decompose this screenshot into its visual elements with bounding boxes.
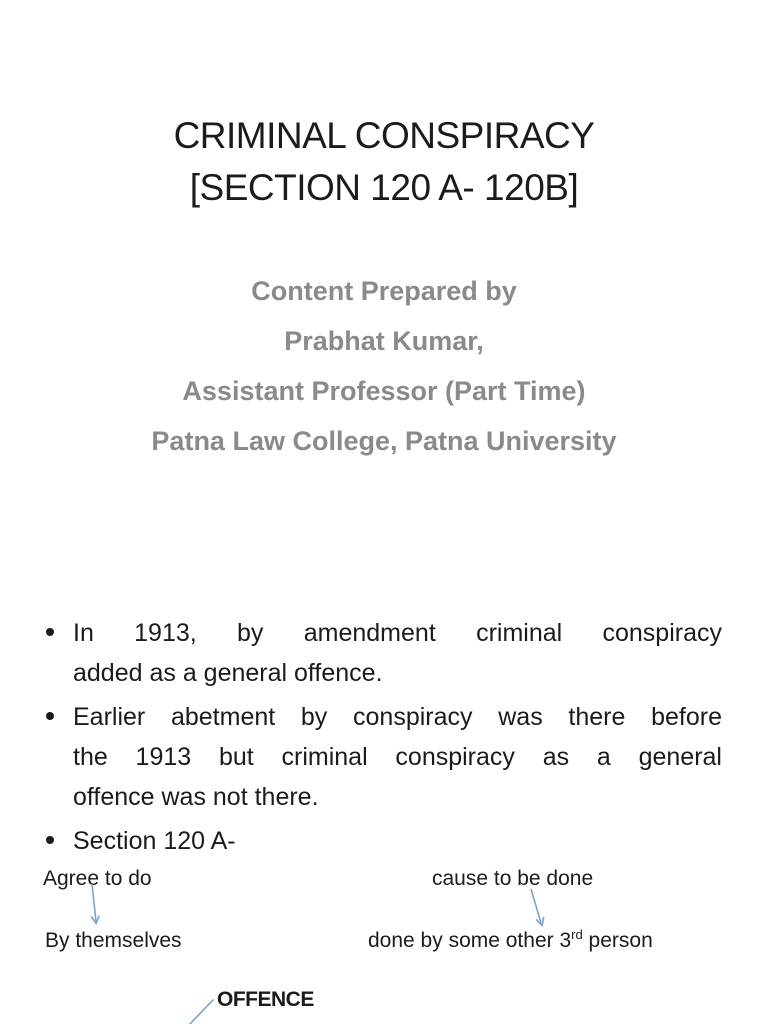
bullet-1-line-1: In 1913, by amendment criminal conspiracy	[73, 619, 722, 647]
subtitle-line-2: Prabhat Kumar,	[284, 326, 484, 356]
ordinal-superscript: rd	[571, 927, 583, 942]
bullet-1-line-2: added as a general offence.	[73, 659, 383, 687]
bullet-item-1	[73, 613, 722, 693]
down-arrow-icon	[531, 889, 544, 926]
bullet-3-line-1: Section 120 A-	[73, 827, 236, 855]
title-line-2: [SECTION 120 A- 120B]	[189, 167, 579, 208]
connector-line	[188, 1000, 214, 1024]
diagram-label-agree-to-do: Agree to do	[43, 867, 152, 890]
bullet-2-line-3: offence was not there.	[73, 783, 319, 811]
bullet-item-2	[73, 697, 722, 817]
subtitle-line-1: Content Prepared by	[251, 276, 517, 306]
bullet-2-line-1: Earlier abetment by conspiracy was there before	[73, 703, 722, 731]
done-by-text-suffix: person	[582, 929, 653, 952]
diagram-label-done-by-third-person	[368, 928, 653, 954]
done-by-text: done by some other 3	[368, 929, 572, 952]
bullet-dot-icon	[46, 628, 54, 636]
page-title	[0, 110, 768, 214]
bullet-dot-icon	[46, 836, 54, 844]
bullet-2-line-2: the 1913 but criminal conspiracy as a general	[73, 743, 722, 771]
diagram-label-cause-to-be-done: cause to be done	[432, 867, 594, 890]
subtitle-line-4: Patna Law College, Patna University	[151, 426, 617, 456]
subtitle-block	[0, 266, 768, 466]
diagram-label-by-themselves: By themselves	[45, 929, 182, 952]
bullet-list	[73, 613, 722, 865]
subtitle-line-3: Assistant Professor (Part Time)	[182, 376, 586, 406]
bullet-item-3	[73, 821, 722, 861]
bullet-dot-icon	[46, 712, 54, 720]
title-line-1: CRIMINAL CONSPIRACY	[173, 115, 595, 156]
diagram-label-offence: OFFENCE	[217, 988, 314, 1011]
